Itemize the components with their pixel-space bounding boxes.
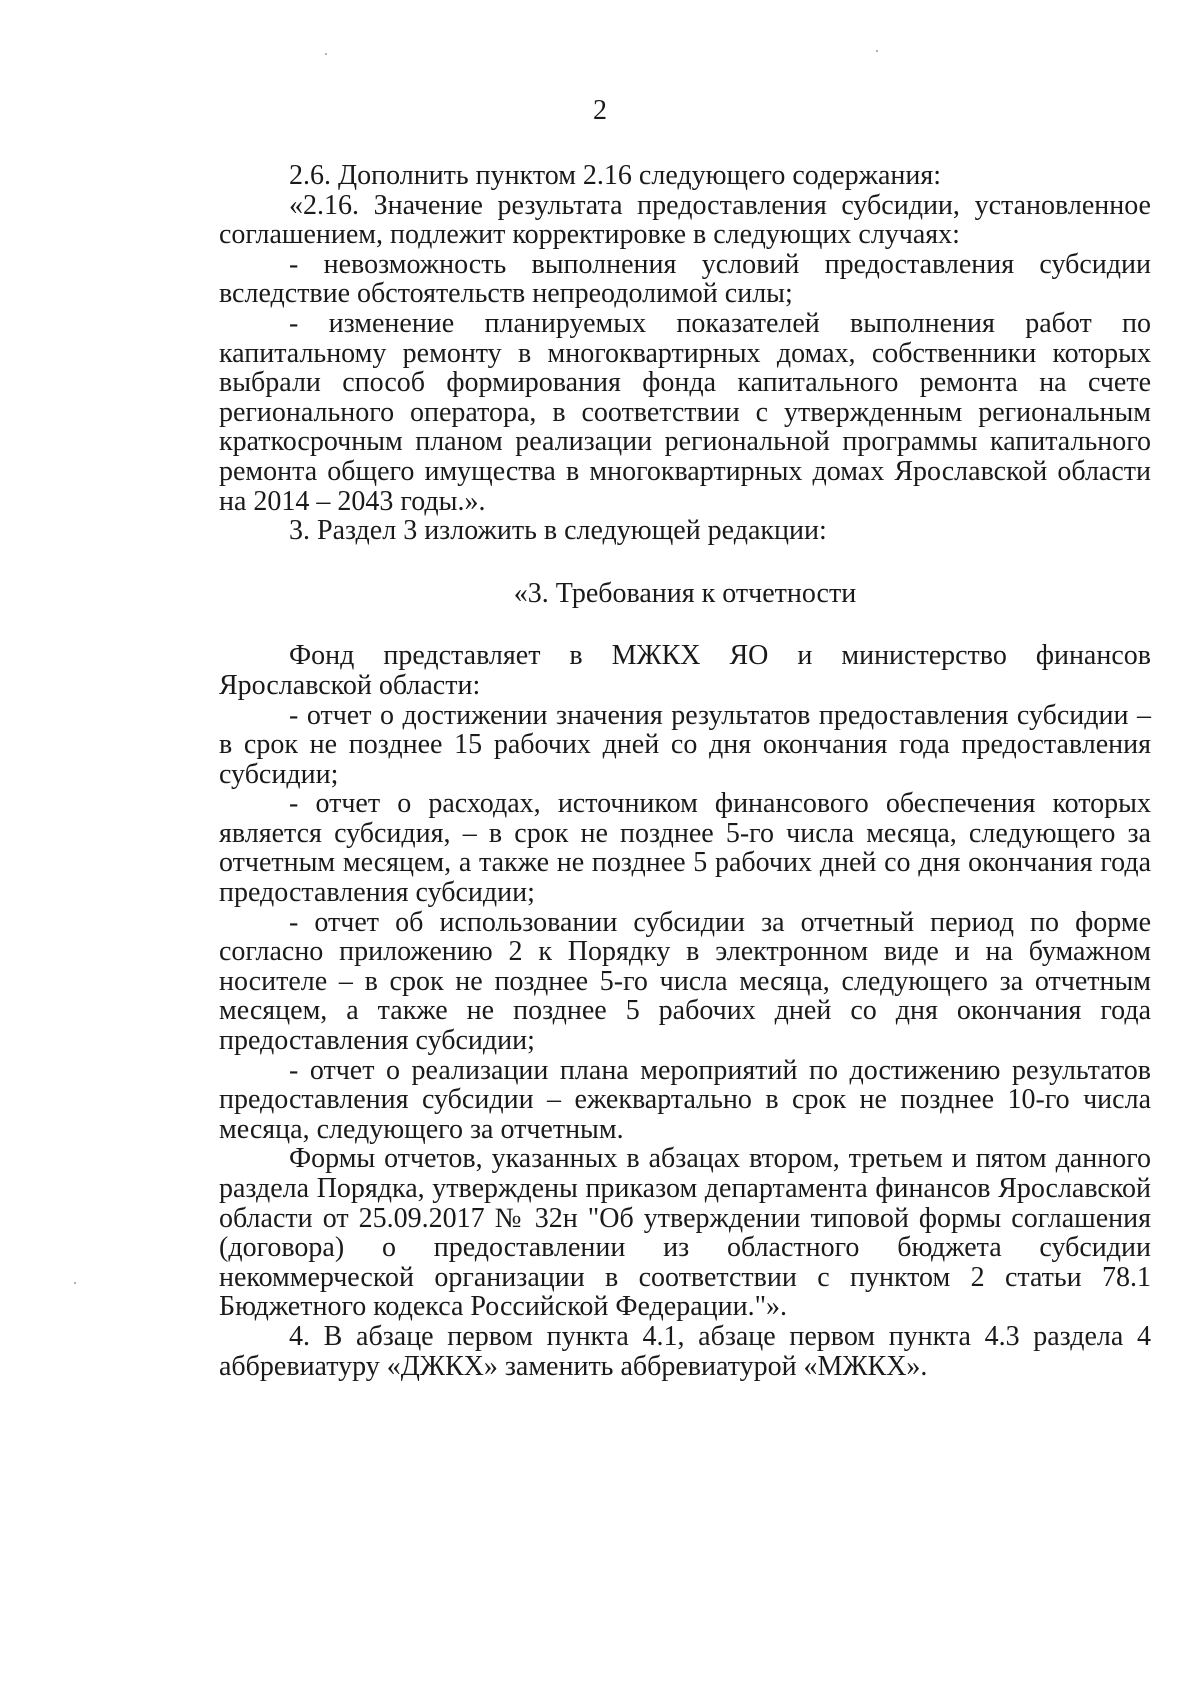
document-body [219, 161, 1151, 1381]
paragraph-4: 4. В абзаце первом пункта 4.1, абзаце первом пункта 4.3 раздела 4 аббревиатуру «ДЖКХ» заменить аббревиатурой «МЖКХ». [219, 1320, 1151, 1382]
list-item-report-usage: - отчет об использовании субсидии за отчетный период по форме согласно приложению 2 к Порядку в электронном виде и на бумажном носителе – в срок не позднее 5-го числа месяца, следующего за отчетным месяцем, а также не позднее 5 рабочих дней со дня окончания года предоставления субсидии; [219, 906, 1151, 1057]
list-item-report-results: - отчет о достижении значения результатов предоставления субсидии – в срок не позднее 15 рабочих дней со дня окончания года предоставления субсидии; [219, 699, 1151, 790]
paragraph-fund-reports: Фонд представляет в МЖКХ ЯО и министерство финансов Ярославской области: [219, 640, 1151, 701]
scan-speck [876, 50, 878, 52]
list-item-plan-change: - изменение планируемых показателей выполнения работ по капитальному ремонту в многоквартирных домах, собственники которых выбрали способ формирования фонда капитального ремонта на счете регионального оператора, в соответствии с утвержденным региональным краткосрочным планом реализации региональной программы капитального ремонта общего имущества в многоквартирных домах Ярославской области на 2014 – 2043 годы.». [219, 307, 1151, 517]
paragraph-3: 3. Раздел 3 изложить в следующей редакции: [289, 515, 827, 547]
paragraph-2-16: «2.16. Значение результата предоставления субсидии, установленное соглашением, подлежит корректировке в следующих случаях: [219, 189, 1151, 251]
list-item-report-plan: - отчет о реализации плана мероприятий по достижению результатов предоставления субсидии – ежеквартально в срок не позднее 10-го числа месяца, следующего за отчетным. [219, 1054, 1151, 1145]
scan-speck [74, 1282, 76, 1284]
section-heading: «3. Требования к отчетности [513, 577, 857, 609]
list-item-force-majeure: - невозможность выполнения условий предоставления субсидии вследствие обстоятельств непреодолимой силы; [219, 248, 1151, 310]
paragraph-2-6: 2.6. Дополнить пунктом 2.16 следующего содержания: [289, 160, 942, 191]
paragraph-report-forms: Формы отчетов, указанных в абзацах втором, третьем и пятом данного раздела Порядка, утверждены приказом департамента финансов Ярославской области от 25.09.2017 № 32н "Об утверждении типовой формы соглашения (договора) о предоставлении из областного бюджета субсидии некоммерческой организации в соответствии с пунктом 2 статьи 78.1 Бюджетного кодекса Российской Федерации."». [219, 1143, 1151, 1323]
list-item-report-expenses: - отчет о расходах, источником финансового обеспечения которых является субсидия, – в срок не позднее 5-го числа месяца, следующего за отчетным месяцем, а также не позднее 5 рабочих дней со дня окончания года предоставления субсидии; [219, 788, 1151, 909]
page-number: 2 [593, 95, 607, 126]
scan-speck [325, 53, 327, 55]
